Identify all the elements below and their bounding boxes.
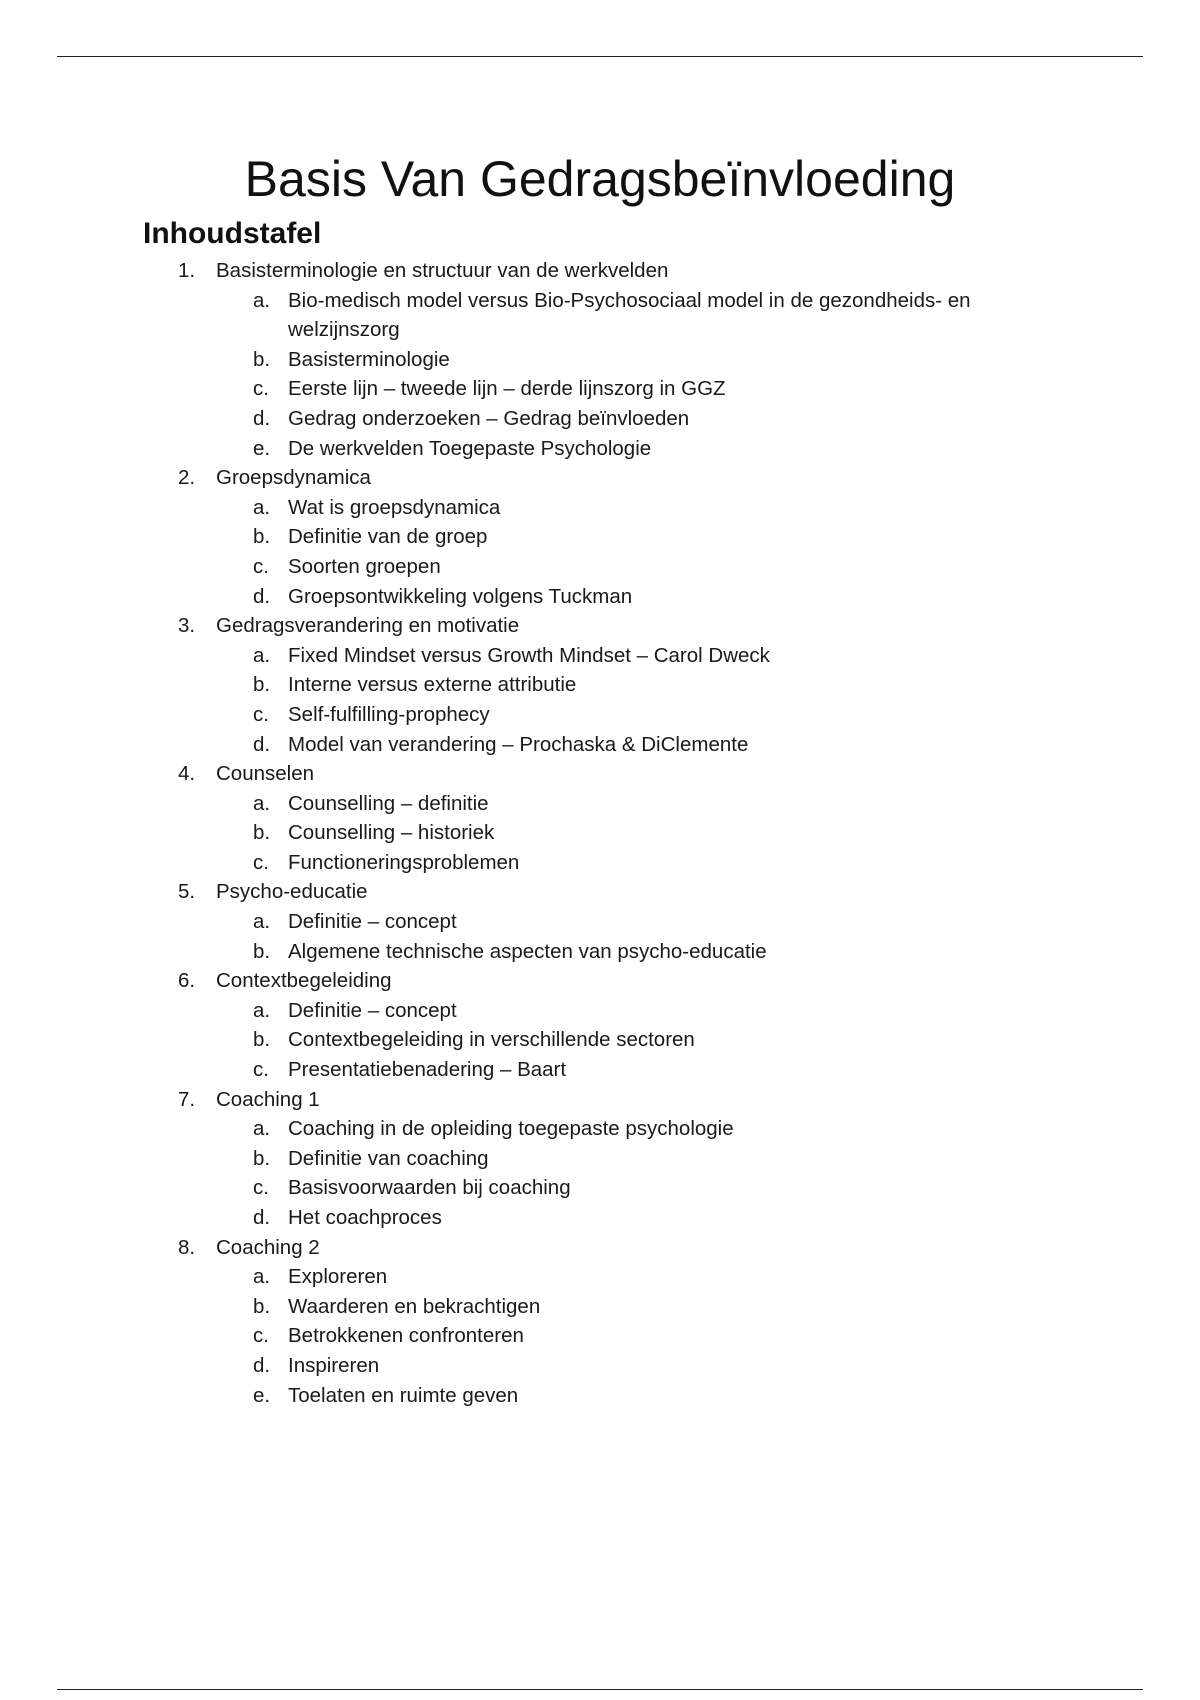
toc-subitem[interactable] bbox=[0, 1292, 1200, 1322]
toc-subitem-letter: a. bbox=[253, 288, 271, 312]
toc-subitem[interactable] bbox=[0, 1351, 1200, 1381]
toc-subitem-label[interactable]: Basisterminologie bbox=[288, 347, 450, 371]
toc-subitem-letter: b. bbox=[253, 1294, 271, 1318]
toc-chapter-3[interactable] bbox=[0, 611, 1200, 759]
toc-chapter-label[interactable]: Counselen bbox=[216, 762, 315, 786]
toc-sublist bbox=[0, 641, 1200, 759]
toc-chapter-number: 7. bbox=[178, 1087, 196, 1111]
toc-subitem-label[interactable]: Algemene technische aspecten van psycho-educatie bbox=[288, 939, 767, 963]
toc-subitem-letter: b. bbox=[253, 821, 271, 845]
toc-chapter-number: 6. bbox=[178, 969, 196, 993]
toc-sublist bbox=[0, 907, 1200, 966]
toc-subitem-label[interactable]: Gedrag onderzoeken – Gedrag beïnvloeden bbox=[288, 406, 690, 430]
toc-subitem[interactable] bbox=[0, 996, 1200, 1026]
toc-chapter-number: 5. bbox=[178, 880, 196, 904]
table-of-contents bbox=[0, 256, 1200, 1410]
toc-subitem[interactable] bbox=[0, 730, 1200, 760]
toc-subitem-label[interactable]: Het coachproces bbox=[288, 1206, 442, 1229]
toc-subitem-label[interactable]: Counselling – historiek bbox=[288, 821, 495, 845]
toc-subitem-label[interactable]: Coaching in de opleiding toegepaste psychologie bbox=[288, 1117, 734, 1141]
toc-subitem[interactable] bbox=[0, 374, 1200, 404]
toc-subitem-label[interactable]: Bio-medisch model versus Bio-Psychosociaal model in de gezondheids- en welzijnszorg bbox=[288, 288, 971, 342]
toc-heading: Inhoudstafel bbox=[143, 217, 322, 250]
toc-subitem[interactable] bbox=[0, 700, 1200, 730]
toc-subitem-label[interactable]: Contextbegeleiding in verschillende sectoren bbox=[288, 1028, 695, 1052]
toc-subitem-letter: a. bbox=[253, 998, 271, 1022]
toc-subitem-label[interactable]: Basisvoorwaarden bij coaching bbox=[288, 1176, 571, 1200]
toc-subitem[interactable] bbox=[0, 1203, 1200, 1233]
toc-subitem-label[interactable]: Groepsontwikkeling volgens Tuckman bbox=[288, 584, 633, 608]
toc-subitem[interactable] bbox=[0, 1381, 1200, 1411]
toc-sublist bbox=[0, 789, 1200, 878]
toc-subitem-label[interactable]: De werkvelden Toegepaste Psychologie bbox=[288, 436, 652, 460]
toc-subitem-letter: d. bbox=[253, 732, 271, 756]
toc-chapter-number: 3. bbox=[178, 614, 196, 638]
toc-subitem[interactable] bbox=[0, 582, 1200, 612]
toc-subitem-letter: d. bbox=[253, 1353, 271, 1377]
toc-subitem-label[interactable]: Counselling – definitie bbox=[288, 791, 489, 815]
toc-subitem[interactable] bbox=[0, 286, 1200, 345]
toc-subitem-label[interactable]: Exploreren bbox=[288, 1265, 388, 1289]
toc-subitem-label[interactable]: Eerste lijn – tweede lijn – derde lijnszorg in GGZ bbox=[288, 377, 726, 401]
toc-subitem-label[interactable]: Waarderen en bekrachtigen bbox=[288, 1294, 541, 1318]
toc-subitem-letter: e. bbox=[253, 1383, 271, 1407]
toc-subitem[interactable] bbox=[0, 493, 1200, 523]
toc-subitem-letter: a. bbox=[253, 910, 271, 934]
toc-subitem-letter: c. bbox=[253, 1176, 269, 1200]
toc-subitem-label[interactable]: Toelaten en ruimte geven bbox=[288, 1383, 519, 1407]
toc-chapter-2[interactable] bbox=[0, 463, 1200, 611]
toc-subitem[interactable] bbox=[0, 1173, 1200, 1203]
toc-subitem[interactable] bbox=[0, 434, 1200, 464]
toc-chapter-4[interactable] bbox=[0, 759, 1200, 877]
toc-subitem-letter: b. bbox=[253, 525, 271, 549]
toc-subitem[interactable] bbox=[0, 404, 1200, 434]
toc-chapter-label[interactable]: Psycho-educatie bbox=[216, 880, 368, 904]
toc-subitem-label[interactable]: Definitie – concept bbox=[288, 998, 457, 1022]
toc-subitem[interactable] bbox=[0, 848, 1200, 878]
toc-subitem[interactable] bbox=[0, 670, 1200, 700]
toc-subitem-letter: d. bbox=[253, 406, 271, 430]
toc-subitem[interactable] bbox=[0, 345, 1200, 375]
toc-subitem-letter: b. bbox=[253, 1028, 271, 1052]
toc-subitem[interactable] bbox=[0, 818, 1200, 848]
toc-subitem[interactable] bbox=[0, 907, 1200, 937]
toc-subitem-letter: a. bbox=[253, 495, 271, 519]
toc-chapter-7[interactable] bbox=[0, 1085, 1200, 1233]
toc-subitem-label[interactable]: Self-fulfilling-prophecy bbox=[288, 702, 490, 726]
toc-subitem[interactable] bbox=[0, 789, 1200, 819]
toc-chapter-number: 2. bbox=[178, 466, 196, 490]
toc-subitem-label[interactable]: Functioneringsproblemen bbox=[288, 850, 520, 874]
toc-sublist bbox=[0, 1262, 1200, 1410]
toc-subitem-label[interactable]: Wat is groepsdynamica bbox=[288, 495, 501, 519]
toc-subitem[interactable] bbox=[0, 552, 1200, 582]
document-title: Basis Van Gedragsbeïnvloeding bbox=[244, 151, 956, 207]
toc-sublist bbox=[0, 493, 1200, 611]
toc-subitem-letter: b. bbox=[253, 673, 271, 697]
toc-subitem-letter: d. bbox=[253, 1206, 271, 1229]
toc-chapter-label[interactable]: Contextbegeleiding bbox=[216, 969, 392, 993]
toc-sublist bbox=[0, 996, 1200, 1085]
toc-chapter-1[interactable] bbox=[0, 256, 1200, 463]
toc-subitem[interactable] bbox=[0, 1321, 1200, 1351]
toc-chapter-label[interactable]: Coaching 1 bbox=[216, 1087, 320, 1111]
header-rule bbox=[57, 56, 1143, 57]
toc-subitem-letter: a. bbox=[253, 643, 271, 667]
toc-subitem-letter: a. bbox=[253, 1117, 271, 1141]
toc-subitem-label[interactable]: Presentatiebenadering – Baart bbox=[288, 1058, 567, 1082]
toc-subitem-letter: c. bbox=[253, 377, 269, 401]
toc-subitem-letter: a. bbox=[253, 1265, 271, 1289]
toc-subitem-label[interactable]: Model van verandering – Prochaska & DiClemente bbox=[288, 732, 749, 756]
toc-subitem-letter: b. bbox=[253, 1146, 271, 1170]
toc-chapter-number: 8. bbox=[178, 1235, 196, 1259]
toc-chapter-label[interactable]: Basisterminologie en structuur van de werkvelden bbox=[216, 259, 669, 282]
toc-subitem[interactable] bbox=[0, 1114, 1200, 1144]
toc-subitem-letter: c. bbox=[253, 554, 269, 578]
toc-subitem-label[interactable]: Definitie van coaching bbox=[288, 1146, 489, 1170]
toc-chapter-number: 1. bbox=[178, 259, 196, 282]
toc-subitem-label[interactable]: Soorten groepen bbox=[288, 554, 441, 578]
toc-subitem-letter: c. bbox=[253, 1324, 269, 1348]
toc-sublist bbox=[0, 286, 1200, 464]
toc-subitem-label[interactable]: Definitie van de groep bbox=[288, 525, 488, 549]
footer-rule bbox=[57, 1689, 1143, 1690]
toc-subitem-letter: c. bbox=[253, 850, 269, 874]
toc-subitem-letter: e. bbox=[253, 436, 271, 460]
toc-subitem-label[interactable]: Definitie – concept bbox=[288, 910, 457, 934]
toc-subitem[interactable] bbox=[0, 1055, 1200, 1085]
toc-chapter-number: 4. bbox=[178, 762, 196, 786]
toc-chapter-5[interactable] bbox=[0, 877, 1200, 966]
toc-subitem-letter: c. bbox=[253, 1058, 269, 1082]
toc-subitem[interactable] bbox=[0, 522, 1200, 552]
toc-chapter-6[interactable] bbox=[0, 966, 1200, 1084]
toc-subitem[interactable] bbox=[0, 1144, 1200, 1174]
toc-chapter-label[interactable]: Coaching 2 bbox=[216, 1235, 320, 1259]
toc-subitem-label[interactable]: Inspireren bbox=[288, 1353, 380, 1377]
toc-subitem-label[interactable]: Betrokkenen confronteren bbox=[288, 1324, 524, 1348]
toc-chapter-label[interactable]: Gedragsverandering en motivatie bbox=[216, 614, 520, 638]
toc-subitem-letter: b. bbox=[253, 347, 271, 371]
toc-sublist bbox=[0, 1114, 1200, 1232]
toc-subitem-letter: d. bbox=[253, 584, 271, 608]
toc-chapter-label[interactable]: Groepsdynamica bbox=[216, 466, 371, 490]
toc-subitem-letter: b. bbox=[253, 939, 271, 963]
toc-subitem-label[interactable]: Interne versus externe attributie bbox=[288, 673, 577, 697]
toc-chapter-8[interactable] bbox=[0, 1233, 1200, 1411]
toc-subitem[interactable] bbox=[0, 937, 1200, 967]
toc-subitem[interactable] bbox=[0, 1025, 1200, 1055]
toc-subitem-label[interactable]: Fixed Mindset versus Growth Mindset – Carol Dweck bbox=[288, 643, 770, 667]
toc-subitem-letter: c. bbox=[253, 702, 269, 726]
toc-subitem[interactable] bbox=[0, 1262, 1200, 1292]
toc-subitem[interactable] bbox=[0, 641, 1200, 671]
toc-subitem-letter: a. bbox=[253, 791, 271, 815]
